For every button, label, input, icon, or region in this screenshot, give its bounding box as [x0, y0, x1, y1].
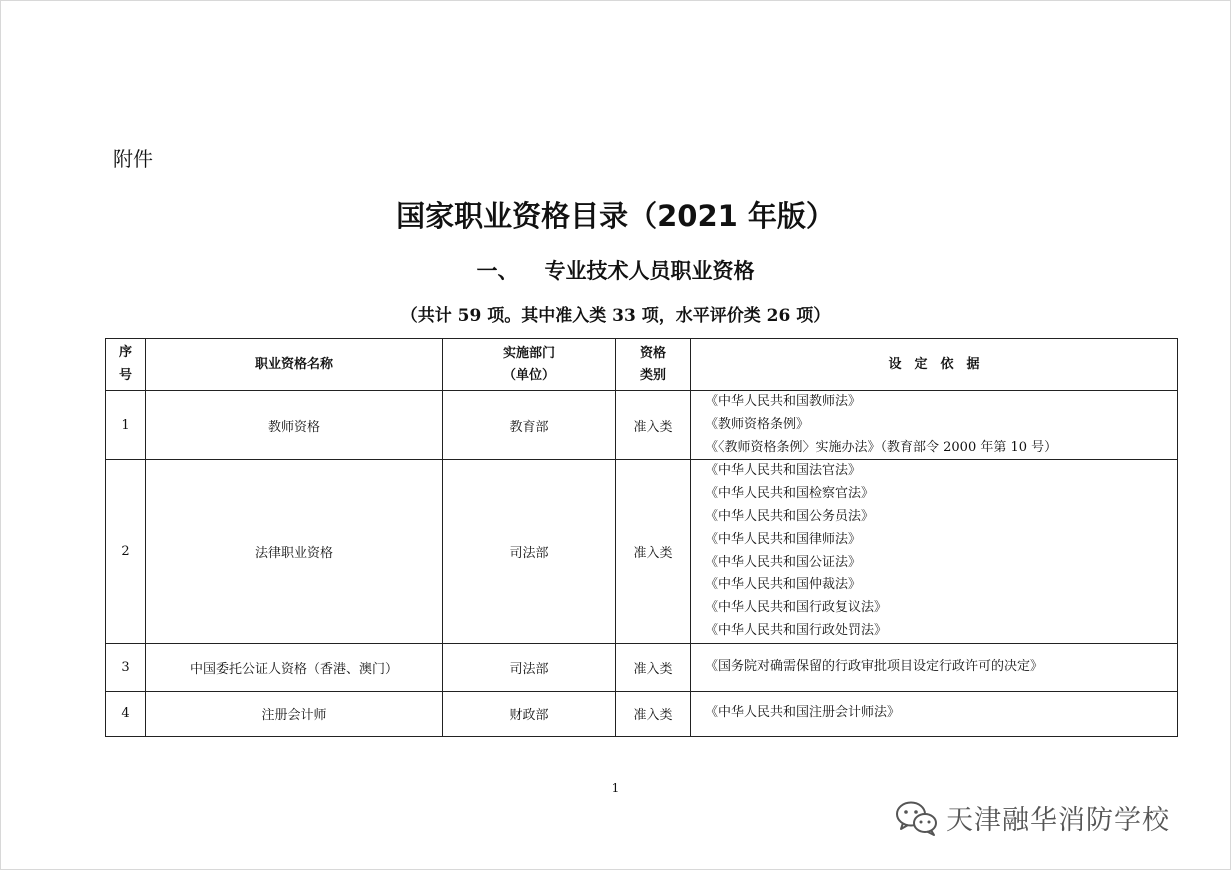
row-index: 4 [106, 691, 146, 736]
row-department: 教育部 [443, 391, 616, 460]
row-basis [691, 391, 1178, 460]
basis-item: 《中华人民共和国仲裁法》 [705, 577, 862, 593]
row-index: 1 [106, 391, 146, 460]
row-category: 准入类 [616, 460, 691, 643]
basis-item: 《中华人民共和国公务员法》 [705, 508, 875, 524]
section-title: 专业技术人员职业资格 [544, 259, 755, 283]
basis-item: 《国务院对确需保留的行政审批项目设定行政许可的决定》 [705, 658, 1044, 674]
row-department: 司法部 [443, 643, 616, 691]
basis-item: 《中华人民共和国法官法》 [705, 463, 862, 479]
row-category: 准入类 [616, 691, 691, 736]
basis-item: 《中华人民共和国教师法》 [705, 394, 862, 409]
basis-item: 《中华人民共和国公证法》 [705, 554, 862, 570]
header-basis: 设 定 依 据 [691, 339, 1178, 391]
basis-item: 《教师资格条例》 [705, 416, 810, 432]
row-index: 2 [106, 460, 146, 643]
table-row [106, 691, 1178, 736]
basis-item: 《中华人民共和国检察官法》 [705, 486, 875, 502]
header-category: 资格 类别 [616, 339, 691, 391]
basis-item: 《中华人民共和国行政处罚法》 [705, 622, 888, 638]
basis-item: 《中华人民共和国律师法》 [705, 531, 862, 547]
row-category: 准入类 [616, 643, 691, 691]
header-name: 职业资格名称 [146, 339, 443, 391]
row-basis [691, 643, 1178, 691]
basis-item: 《中华人民共和国行政复议法》 [705, 600, 888, 616]
header-department: 实施部门 （单位） [443, 339, 616, 391]
header-index: 序 号 [106, 339, 146, 391]
row-name: 中国委托公证人资格（香港、澳门） [146, 643, 443, 691]
section-heading [0, 255, 1231, 285]
table-row [106, 391, 1178, 460]
row-category: 准入类 [616, 391, 691, 460]
row-index: 3 [106, 643, 146, 691]
table-row [106, 460, 1178, 643]
document-title: 国家职业资格目录（2021 年版） [396, 199, 835, 233]
qualification-table [105, 338, 1178, 737]
wechat-icon [894, 799, 940, 837]
page-number: 1 [611, 781, 620, 795]
table-row [106, 643, 1178, 691]
row-name: 注册会计师 [146, 691, 443, 736]
row-department: 司法部 [443, 460, 616, 643]
row-department: 财政部 [443, 691, 616, 736]
table-header-row [106, 339, 1178, 391]
attachment-label: 附件 [113, 147, 153, 171]
row-name: 法律职业资格 [146, 460, 443, 643]
basis-item: 《中华人民共和国注册会计师法》 [705, 705, 901, 721]
section-number: 一、 [476, 259, 519, 283]
basis-item: 《〈教师资格条例〉实施办法》（教育部令 2000 年第 10 号） [705, 439, 1058, 455]
summary-note: （共计 59 项。其中准入类 33 项，水平评价类 26 项） [400, 306, 831, 326]
row-basis [691, 691, 1178, 736]
row-name: 教师资格 [146, 391, 443, 460]
row-basis [691, 460, 1178, 643]
watermark [894, 798, 1170, 837]
watermark-text: 天津融华消防学校 [946, 805, 1170, 836]
